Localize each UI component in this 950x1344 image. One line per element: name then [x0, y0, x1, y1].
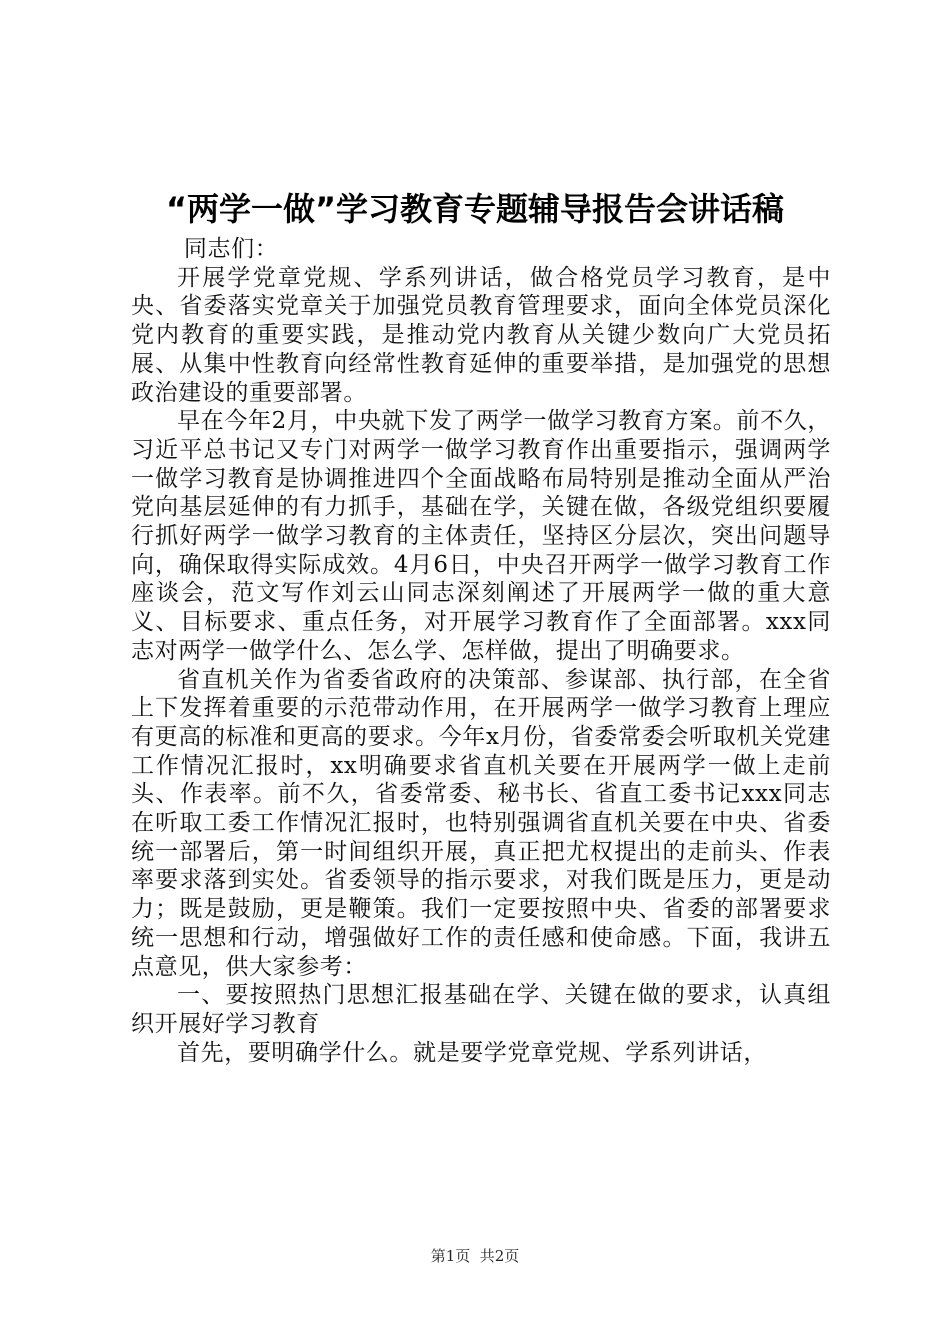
document-title: “两学一做”学习教育专题辅导报告会讲话稿	[165, 190, 785, 228]
page-footer	[0, 1246, 950, 1266]
paragraph-intro: 开展学党章党规、学系列讲话，做合格党员学习教育，是中央、省委落实党章关于加强党员教育管理要求，面向全体党员深化党内教育的重要实践，是推动党内教育从关键少数向广大党员拓展、从集中性教育向经常性教育延伸的重要举措，是加强党的思想政治建设的重要部署。	[131, 264, 831, 406]
section-heading-one: 一、要按照热门思想汇报基础在学、关键在做的要求，认真组织开展好学习教育	[131, 982, 831, 1037]
page-number: 第1页 共2页	[430, 1247, 520, 1265]
salutation: 同志们：	[183, 236, 279, 262]
document-body	[131, 235, 831, 1067]
paragraph-background: 早在今年2月，中央就下发了两学一做学习教育方案。前不久，习近平总书记又专门对两学一做学习教育作出重要指示，强调两学一做学习教育是协调推进四个全面战略布局特别是推动全面从严治党向基层延伸的有力抓手，基础在学，关键在做，各级党组织要履行抓好两学一做学习教育的主体责任，坚持区分层次，突出问题导向，确保取得实际成效。4月6日，中央召开两学一做学习教育工作座谈会，范文写作刘云山同志深刻阐述了开展两学一做的重大意义、目标要求、重点任务，对开展学习教育作了全面部署。xxx同志对两学一做学什么、怎么学、怎样做，提出了明确要求。	[131, 408, 831, 664]
paragraph-provincial-organs: 省直机关作为省委省政府的决策部、参谋部、执行部，在全省上下发挥着重要的示范带动作用，在开展两学一做学习教育上理应有更高的标准和更高的要求。今年x月份，省委常委会听取机关党建工作情况汇报时，xx明确要求省直机关要在开展两学一做上走前头、作表率。前不久，省委常委、秘书长、省直工委书记xxx同志在听取工委工作情况汇报时，也特别强调省直机关要在中央、省委统一部署后，第一时间组织开展，真正把尤权提出的走前头、作表率要求落到实处。省委领导的指示要求，对我们既是压力，更是动力；既是鼓励，更是鞭策。我们一定要按照中央、省委的部署要求统一思想和行动，增强做好工作的责任感和使命感。下面，我讲五点意见，供大家参考：	[131, 666, 831, 980]
paragraph-what-to-learn: 首先，要明确学什么。就是要学党章党规、学系列讲话，	[177, 1039, 767, 1066]
